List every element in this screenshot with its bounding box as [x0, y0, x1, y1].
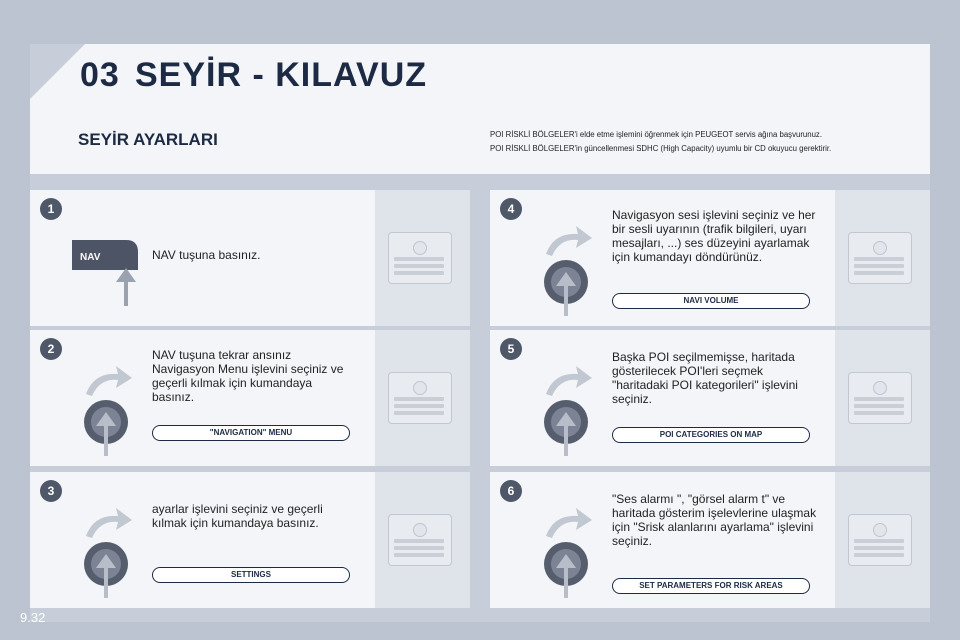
page-title: SEYİR - KILAVUZ	[135, 56, 428, 94]
menu-pill-label: POI CATEGORIES ON MAP	[612, 427, 810, 443]
step-badge: 6	[500, 480, 522, 502]
rotary-knob-icon	[532, 360, 602, 456]
nav-button-label: NAV	[80, 252, 101, 263]
chapter-number: 03	[80, 56, 120, 94]
rotary-knob-icon	[72, 502, 142, 598]
radio-panel-icon	[848, 232, 912, 284]
info-note-2: POI RİSKLİ BÖLGELER'in güncellenmesi SDHC (High Capacity) uyumlu bir CD okuyucu gerektirir.	[490, 144, 832, 153]
step-badge: 2	[40, 338, 62, 360]
step-badge: 1	[40, 198, 62, 220]
step-card-6	[490, 472, 930, 608]
info-note-1: POI RİSKLİ BÖLGELER'i elde etme işlemini öğrenmek için PEUGEOT servis ağına başvurunuz.	[490, 130, 822, 139]
step-card-1	[30, 190, 470, 326]
step-card-2	[30, 330, 470, 466]
step-badge: 5	[500, 338, 522, 360]
radio-panel-icon	[848, 514, 912, 566]
step-text: NAV tuşuna basınız.	[152, 248, 261, 262]
radio-panel-icon	[388, 514, 452, 566]
step-card-4	[490, 190, 930, 326]
rotary-knob-icon	[532, 220, 602, 316]
menu-pill-label: SETTINGS	[152, 567, 350, 583]
step-card-5	[490, 330, 930, 466]
step-text: NAV tuşuna tekrar ansınız Navigasyon Menu işlevini seçiniz ve geçerli kılmak için kumandaya basınız.	[152, 348, 344, 404]
rotary-knob-icon	[532, 502, 602, 598]
page-number: 9.32	[20, 610, 46, 625]
step-text: ayarlar işlevini seçiniz ve geçerli kılmak için kumandaya basınız.	[152, 502, 323, 530]
section-subtitle: SEYİR AYARLARI	[78, 130, 218, 149]
step-card-3	[30, 472, 470, 608]
menu-pill-label: "NAVIGATION" MENU	[152, 425, 350, 441]
step-badge: 3	[40, 480, 62, 502]
step-text: "Ses alarmı ", "görsel alarm t" ve haritada gösterim işelevlerine ulaşmak için "Srisk alanlarını ayarlama" işlevini seçiniz.	[612, 492, 817, 548]
nav-button-icon	[68, 230, 140, 306]
step-text: Navigasyon sesi işlevini seçiniz ve her bir sesli uyarının (trafik bilgileri, uyarı mesajları, ...) ses düzeyini ayarlamak için kumandayı döndürünüz.	[612, 208, 816, 264]
step-text: Başka POI seçilmemişse, haritada gösterilecek POI'leri seçmek "haritadaki POI kategorileri" işlevini seçiniz.	[612, 350, 798, 406]
info-notes	[490, 128, 920, 156]
radio-panel-icon	[388, 232, 452, 284]
menu-pill-label: NAVI VOLUME	[612, 293, 810, 309]
menu-pill-label: SET PARAMETERS FOR RISK AREAS	[612, 578, 810, 594]
step-badge: 4	[500, 198, 522, 220]
rotary-knob-icon	[72, 360, 142, 456]
radio-panel-icon	[388, 372, 452, 424]
radio-panel-icon	[848, 372, 912, 424]
